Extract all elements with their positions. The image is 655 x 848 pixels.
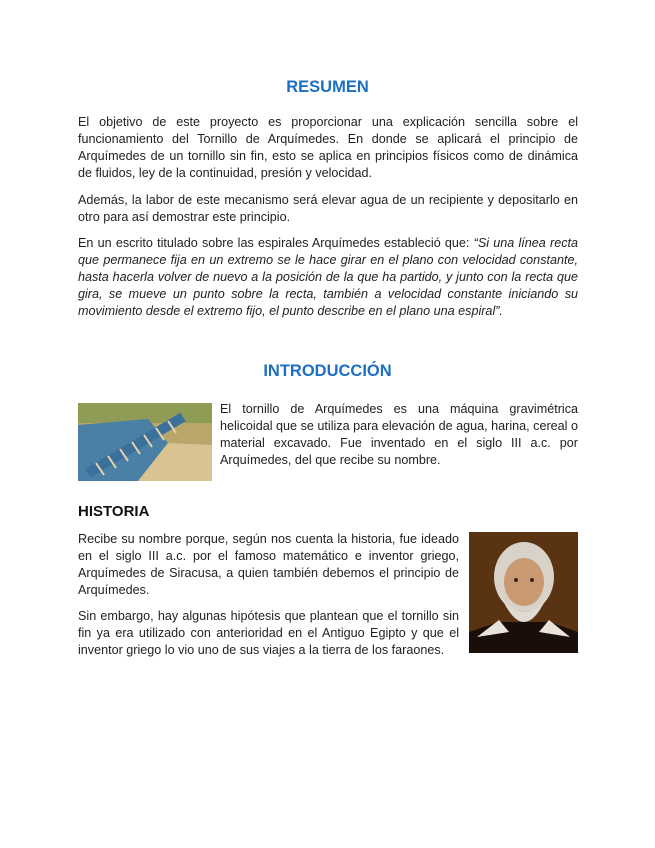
quote-intro: En un escrito titulado sobre las espirales Arquímedes estableció que: (78, 236, 474, 250)
historia-heading: HISTORIA (78, 503, 150, 520)
introduccion-heading: INTRODUCCIÓN (263, 362, 392, 380)
historia-paragraph-1: Recibe su nombre porque, según nos cuenta la historia, fue ideado en el siglo III a.c. por el famoso matemático e inventor griego, Arquímedes de Siracusa, a quien también debemos el principio de Arquímedes. (78, 532, 459, 597)
introduccion-paragraph: El tornillo de Arquímedes es una máquina gravimétrica helicoidal que se utiliza para elevación de agua, harina, cereal o material excavado. Fue inventado en el siglo III a.c. por Arquímedes, del que recibe su nombre. (220, 402, 578, 467)
archimedes-quote: “Si una línea recta que permanece fija en un extremo se le hace girar en el plano con velocidad constante, hasta hacerla volver de nuevo a la posición de la que ha partido, y junto con la recta que gira, se mueve un punto sobre la recta, también a velocidad constante iniciando su movimiento desde el extremo fijo, el punto describe en el plano una espiral”. (78, 236, 578, 318)
archimedes-portrait-image (469, 532, 578, 653)
resumen-paragraph-2: Además, la labor de este mecanismo será elevar agua de un recipiente y depositarlo en otro para así demostrar este principio. (78, 193, 578, 224)
archimedes-screw-image (78, 403, 212, 481)
resumen-paragraph-1: El objetivo de este proyecto es proporcionar una explicación sencilla sobre el funcionamiento del Tornillo de Arquímedes. En donde se aplicará el principio de Arquímedes de un tornillo sin fin, esto se aplica en principios físicos como de dinámica de fluidos, ley de la continuidad, presión y velocidad. (78, 115, 578, 180)
historia-paragraph-2: Sin embargo, hay algunas hipótesis que plantean que el tornillo sin fin ya era utilizado con anterioridad en el Antiguo Egipto y que el inventor griego lo vio uno de sus viajes a la tierra de los faraones. (78, 609, 459, 657)
resumen-heading: RESUMEN (286, 78, 369, 96)
resumen-paragraph-3 (78, 235, 578, 320)
